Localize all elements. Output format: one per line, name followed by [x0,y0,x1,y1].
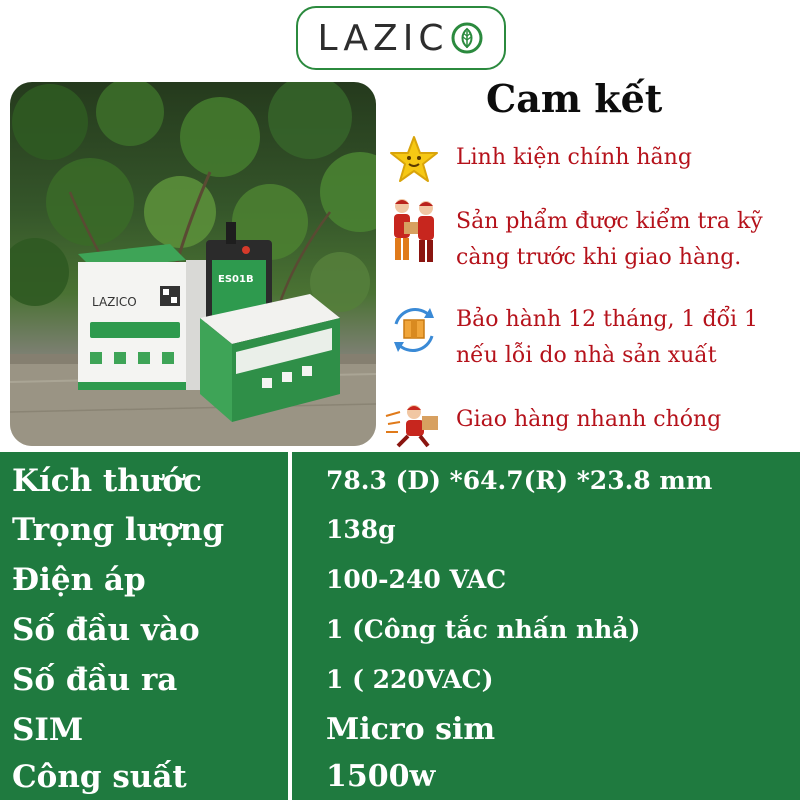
spec-row [0,505,800,555]
spec-value: 1 ( 220VAC) [326,665,494,694]
product-photo-illustration [10,82,376,446]
device-label: ES01B [218,274,254,285]
spec-label: Điện áp [12,562,146,598]
commitment-item-delivery [384,398,794,454]
commitment-text: Sản phẩm được kiểm tra kỹ càng trước khi giao hàng. [456,209,763,270]
delivery-people-icon [384,204,444,260]
spec-label: SIM [12,712,84,748]
commitment-item-inspected [384,204,794,276]
spec-label: Số đầu vào [12,612,200,648]
fast-delivery-icon [384,398,444,454]
spec-row [0,555,800,605]
spec-label: Kích thước [12,463,202,499]
spec-value: 138g [326,515,396,544]
brand-logo [296,6,506,70]
star-icon [384,132,444,188]
spec-row [0,655,800,705]
spec-table [0,452,800,800]
spec-value: 100-240 VAC [326,565,507,594]
spec-value: 1 (Công tắc nhấn nhả) [326,615,641,644]
logo-text: LAZIC [317,17,449,59]
box-brand: LAZICO [92,295,137,309]
spec-label: Công suất [12,759,187,795]
commitment-item-warranty [384,302,794,374]
spec-row [0,605,800,655]
product-photo [10,82,376,446]
box-exchange-icon [384,302,444,358]
spec-label: Trọng lượng [12,512,225,548]
spec-value: 78.3 (D) *64.7(R) *23.8 mm [326,466,713,495]
spec-row [0,752,800,802]
spec-row [0,456,800,506]
spec-value: Micro sim [326,712,496,747]
commitment-title: Cam kết [486,76,663,121]
commitment-text: Linh kiện chính hãng [456,145,692,170]
spec-row [0,705,800,755]
spec-label: Số đầu ra [12,662,178,698]
spec-value: 1500w [326,759,436,794]
commitment-text: Bảo hành 12 tháng, 1 đổi 1 nếu lỗi do nhà sản xuất [456,307,759,368]
commitment-item-genuine [384,132,794,188]
leaf-circle-icon [450,21,484,55]
commitment-text: Giao hàng nhanh chóng [456,407,722,432]
